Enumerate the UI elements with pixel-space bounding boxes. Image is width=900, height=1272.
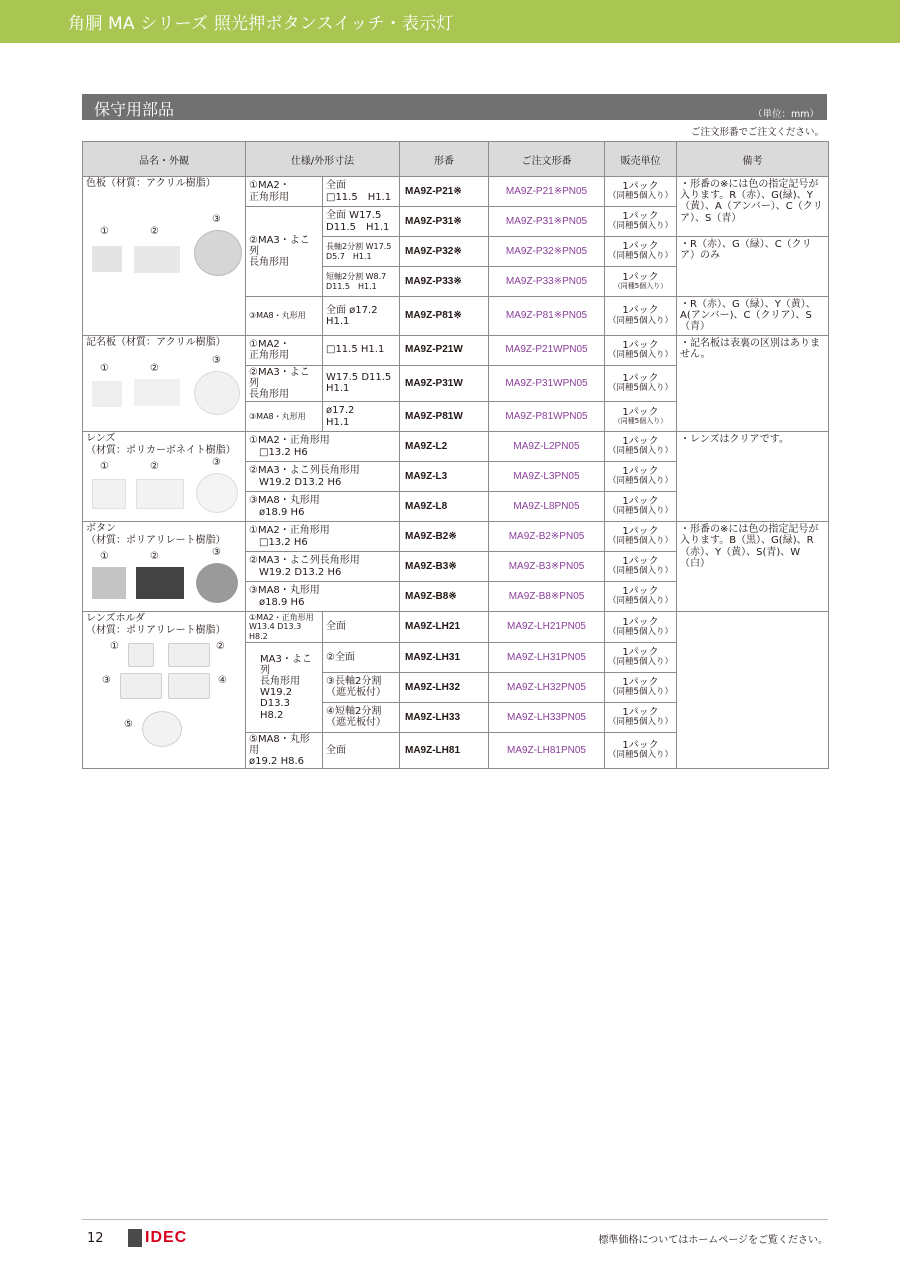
unit-main: 1パック — [622, 271, 659, 283]
table-row — [83, 432, 829, 462]
order-note: ご注文形番でご注文ください。 — [690, 127, 824, 138]
nameplate-round-image — [194, 371, 240, 415]
idec-logo-text: IDEC — [145, 1229, 188, 1246]
order-model-cell: MA9Z-LH31PN05 — [489, 642, 605, 672]
remark-cell: ・形番の※には色の指定記号が入ります。B（黒）、G(緑)、R（赤）、Y（黄）、S(青)、W（白） — [677, 522, 829, 612]
spec-dim-cell: 全面 □11.5 H1.1 — [323, 177, 400, 207]
unit-main: 1パック — [622, 181, 659, 193]
holder-long-split-image — [120, 673, 162, 699]
product-images — [86, 637, 242, 755]
unit-cell — [605, 177, 677, 207]
order-model-cell: MA9Z-LH21PN05 — [489, 612, 605, 643]
idec-logo — [128, 1228, 187, 1248]
unit-main: 1パック — [622, 706, 659, 718]
unit-sub: （同種5個入り） — [613, 417, 668, 426]
header-bar — [0, 0, 900, 43]
unit-main: 1パック — [622, 616, 659, 628]
image-number: ① — [100, 461, 109, 473]
spec-dim-cell: 長軸2分割 W17.5 D5.7 H1.1 — [323, 237, 400, 267]
color-plate-square-image — [92, 246, 122, 272]
model-cell: MA9Z-L2 — [400, 432, 489, 462]
model-cell: MA9Z-L3 — [400, 462, 489, 492]
section-bar — [82, 94, 827, 120]
order-model-cell: MA9Z-P81WPN05 — [489, 402, 605, 432]
order-model-cell: MA9Z-P21WPN05 — [489, 335, 605, 365]
footer-note: 標準価格についてはホームページをご覧ください。 — [598, 1235, 828, 1246]
model-cell: MA9Z-P81W — [400, 402, 489, 432]
group-lens — [83, 432, 246, 522]
order-model-cell: MA9Z-P32※PN05 — [489, 237, 605, 267]
unit-main: 1パック — [622, 241, 659, 253]
unit-cell — [605, 552, 677, 582]
order-model-cell: MA9Z-P21※PN05 — [489, 177, 605, 207]
remark-cell: ・R（赤）、G（緑）、C（クリア）のみ — [677, 237, 829, 297]
image-number: ③ — [212, 214, 221, 225]
model-cell: MA9Z-LH33 — [400, 702, 489, 732]
model-cell: MA9Z-P21W — [400, 335, 489, 365]
spec-cell: MA3・よこ列 長角形用 W19.2 D13.3 H8.2 — [246, 642, 323, 732]
model-cell: MA9Z-LH81 — [400, 732, 489, 769]
unit-cell — [605, 207, 677, 237]
unit-main: 1パック — [622, 339, 659, 351]
model-cell: MA9Z-LH32 — [400, 672, 489, 702]
unit-cell — [605, 702, 677, 732]
unit-sub: （同種5個入り） — [608, 476, 673, 487]
model-cell: MA9Z-P32※ — [400, 237, 489, 267]
unit-main: 1パック — [622, 436, 659, 448]
unit-sub: （同種5個入り） — [608, 626, 673, 637]
remark-cell: ・形番の※には色の指定記号が入ります。R（赤）、G(緑)、Y（黄）、A（アンバー）、C（クリア）、S（青） — [677, 177, 829, 237]
image-number: ② — [150, 362, 159, 374]
button-rect-image — [136, 567, 184, 599]
spec-dim-cell: 全面 W17.5 D11.5 H1.1 — [323, 207, 400, 237]
group-lens-holder — [83, 612, 246, 769]
unit-cell — [605, 335, 677, 365]
spec-cell: ①MA2・ 正角形用 — [246, 335, 323, 365]
footer-divider — [82, 1219, 828, 1220]
spec-cell: ③MA8・丸形用 ø18.9 H6 — [246, 582, 400, 612]
group-label: 色板（材質：アクリル樹脂） — [86, 178, 216, 189]
holder-round-image — [142, 711, 182, 747]
unit-sub: （同種5個入り） — [608, 717, 673, 728]
model-cell: MA9Z-P21※ — [400, 177, 489, 207]
nameplate-square-image — [92, 381, 122, 407]
nameplate-rect-image — [134, 379, 180, 406]
unit-main: 1パック — [622, 740, 659, 752]
unit-cell — [605, 612, 677, 643]
remark-cell-empty — [677, 612, 829, 769]
remark-cell: ・記名板は表裏の区別はありません。 — [677, 335, 829, 432]
image-number: ① — [110, 641, 119, 653]
unit-sub: （同種5個入り） — [608, 506, 673, 517]
spec-dim-cell: 全面 ø17.2 H1.1 — [323, 297, 400, 336]
unit-main: 1パック — [622, 496, 659, 508]
unit-sub: （同種5個入り） — [608, 566, 673, 577]
unit-main: 1パック — [622, 586, 659, 598]
unit-sub: （同種5個入り） — [608, 536, 673, 547]
order-model-cell: MA9Z-L8PN05 — [489, 492, 605, 522]
holder-full-image — [168, 643, 210, 667]
unit-main: 1パック — [622, 466, 659, 478]
spec-cell: ①MA2・ 正角形用 — [246, 177, 323, 207]
unit-sub: （同種5個入り） — [608, 750, 673, 761]
image-number: ② — [216, 641, 225, 653]
unit-main: 1パック — [622, 407, 659, 419]
product-images — [86, 547, 242, 609]
image-number: ④ — [218, 675, 227, 687]
image-number: ① — [100, 226, 109, 237]
image-number: ③ — [212, 354, 221, 366]
model-cell: MA9Z-B2※ — [400, 522, 489, 552]
image-number: ③ — [102, 675, 111, 687]
col-header-spec: 仕様/外形寸法 — [246, 142, 400, 177]
button-square-image — [92, 567, 126, 599]
group-label: レンズ （材質：ポリカーボネイト樹脂） — [86, 433, 236, 457]
spec-cell: ③MA8・丸形用 — [246, 402, 323, 432]
order-model-cell: MA9Z-B2※PN05 — [489, 522, 605, 552]
col-header-model: 形番 — [400, 142, 489, 177]
image-number: ② — [150, 226, 159, 237]
spec-dim-cell: ø17.2 H1.1 — [323, 402, 400, 432]
table-header-row — [83, 142, 829, 177]
spec-cell: ①MA2・正角形用 □13.2 H6 — [246, 432, 400, 462]
unit-cell — [605, 462, 677, 492]
lens-square-image — [92, 479, 126, 509]
group-label: 記名板（材質：アクリル樹脂） — [86, 336, 226, 348]
table-row — [83, 335, 829, 365]
unit-sub: （同種5個入り） — [608, 383, 673, 394]
table-row — [83, 612, 829, 643]
table-row — [83, 177, 829, 207]
spec-cell: ③MA8・丸形用 ø18.9 H6 — [246, 492, 400, 522]
unit-cell — [605, 732, 677, 769]
unit-cell — [605, 297, 677, 336]
order-model-cell: MA9Z-P81※PN05 — [489, 297, 605, 336]
spec-cell: ②MA3・よこ列長角形用 W19.2 D13.2 H6 — [246, 552, 400, 582]
unit-cell — [605, 267, 677, 297]
unit-sub: （同種5個入り） — [608, 191, 673, 202]
lens-rect-image — [136, 479, 184, 509]
spec-cell: ①MA2・正角形用 W13.4 D13.3 H8.2 — [246, 612, 323, 643]
unit-sub: （同種5個入り） — [608, 251, 673, 262]
model-cell: MA9Z-P33※ — [400, 267, 489, 297]
spec-cell: ①MA2・正角形用 □13.2 H6 — [246, 522, 400, 552]
order-model-cell: MA9Z-P31WPN05 — [489, 365, 605, 402]
color-plate-round-image — [194, 230, 242, 276]
holder-short-split-image — [168, 673, 210, 699]
order-model-cell: MA9Z-P33※PN05 — [489, 267, 605, 297]
image-number: ② — [150, 551, 159, 563]
holder-square-image — [128, 643, 154, 667]
remark-cell: ・レンズはクリアです。 — [677, 432, 829, 522]
unit-sub: （同種5個入り） — [608, 446, 673, 457]
unit-main: 1パック — [622, 305, 659, 317]
unit-sub: （同種5個入り） — [608, 687, 673, 698]
unit-cell — [605, 582, 677, 612]
model-cell: MA9Z-LH21 — [400, 612, 489, 643]
spec-cell: ②MA3・よこ列 長角形用 — [246, 365, 323, 402]
idec-logo-mark-icon — [128, 1229, 142, 1247]
unit-main: 1パック — [622, 211, 659, 223]
image-number: ① — [100, 551, 109, 563]
section-title: 保守用部品 — [94, 100, 175, 119]
unit-sub: （同種5個入り） — [608, 657, 673, 668]
model-cell: MA9Z-LH31 — [400, 642, 489, 672]
unit-cell — [605, 492, 677, 522]
color-plate-rect-image — [134, 246, 180, 273]
order-model-cell: MA9Z-LH81PN05 — [489, 732, 605, 769]
col-header-unit: 販売単位 — [605, 142, 677, 177]
image-number: ③ — [212, 547, 221, 559]
product-images — [86, 349, 242, 423]
spec-cell: ③MA8・丸形用 — [246, 297, 323, 336]
order-model-cell: MA9Z-LH33PN05 — [489, 702, 605, 732]
group-color-plate — [83, 177, 246, 336]
unit-cell — [605, 522, 677, 552]
parts-table — [82, 141, 829, 769]
order-model-cell: MA9Z-B8※PN05 — [489, 582, 605, 612]
spec-dim-cell: □11.5 H1.1 — [323, 335, 400, 365]
model-cell: MA9Z-L8 — [400, 492, 489, 522]
page-header-title: 角胴 MA シリーズ 照光押ボタンスイッチ・表示灯 — [68, 14, 454, 34]
spec-dim-cell: ②全面 — [323, 642, 400, 672]
order-model-cell: MA9Z-LH32PN05 — [489, 672, 605, 702]
spec-cell: ⑤MA8・丸形用 ø19.2 H8.6 — [246, 732, 323, 769]
button-round-image — [196, 563, 238, 603]
unit-sub: （同種5個入り） — [613, 282, 668, 291]
model-cell: MA9Z-P81※ — [400, 297, 489, 336]
unit-main: 1パック — [622, 556, 659, 568]
order-model-cell: MA9Z-L3PN05 — [489, 462, 605, 492]
col-header-name: 品名・外観 — [83, 142, 246, 177]
unit-sub: （同種5個入り） — [608, 315, 673, 326]
product-images — [86, 190, 242, 282]
spec-dim-cell: 全面 — [323, 612, 400, 643]
unit-cell — [605, 432, 677, 462]
order-model-cell: MA9Z-L2PN05 — [489, 432, 605, 462]
page-number: 12 — [87, 1231, 104, 1246]
spec-dim-cell: W17.5 D11.5 H1.1 — [323, 365, 400, 402]
spec-dim-cell: 短軸2分割 W8.7 D11.5 H1.1 — [323, 267, 400, 297]
model-cell: MA9Z-B3※ — [400, 552, 489, 582]
unit-cell — [605, 237, 677, 267]
group-button — [83, 522, 246, 612]
col-header-order: ご注文形番 — [489, 142, 605, 177]
unit-note: （単位：mm） — [752, 109, 819, 120]
unit-main: 1パック — [622, 372, 659, 384]
group-label: ボタン （材質：ポリアリレート樹脂） — [86, 523, 226, 547]
model-cell: MA9Z-P31※ — [400, 207, 489, 237]
group-label: レンズホルダ （材質：ポリアリレート樹脂） — [86, 613, 226, 637]
group-nameplate — [83, 335, 246, 432]
image-number: ③ — [212, 457, 221, 469]
unit-sub: （同種5個入り） — [608, 221, 673, 232]
spec-dim-cell: ③長軸2分割 （遮光板付） — [323, 672, 400, 702]
unit-sub: （同種5個入り） — [608, 596, 673, 607]
unit-sub: （同種5個入り） — [608, 349, 673, 360]
unit-main: 1パック — [622, 646, 659, 658]
spec-dim-cell: 全面 — [323, 732, 400, 769]
unit-main: 1パック — [622, 526, 659, 538]
order-model-cell: MA9Z-B3※PN05 — [489, 552, 605, 582]
lens-round-image — [196, 473, 238, 513]
spec-cell: ②MA3・よこ列 長角形用 — [246, 207, 323, 297]
model-cell: MA9Z-B8※ — [400, 582, 489, 612]
spec-dim-cell: ④短軸2分割 （遮光板付） — [323, 702, 400, 732]
table-row — [83, 522, 829, 552]
image-number: ① — [100, 362, 109, 374]
unit-cell — [605, 672, 677, 702]
order-model-cell: MA9Z-P31※PN05 — [489, 207, 605, 237]
remark-cell: ・R（赤）、G（緑）、Y（黄）、A(アンバー)、C（クリア）、S（青） — [677, 297, 829, 336]
unit-cell — [605, 642, 677, 672]
model-cell: MA9Z-P31W — [400, 365, 489, 402]
unit-main: 1パック — [622, 676, 659, 688]
spec-cell: ②MA3・よこ列長角形用 W19.2 D13.2 H6 — [246, 462, 400, 492]
product-images — [86, 457, 242, 519]
image-number: ② — [150, 461, 159, 473]
col-header-remarks: 備考 — [677, 142, 829, 177]
unit-cell — [605, 365, 677, 402]
image-number: ⑤ — [124, 719, 133, 731]
unit-cell — [605, 402, 677, 432]
